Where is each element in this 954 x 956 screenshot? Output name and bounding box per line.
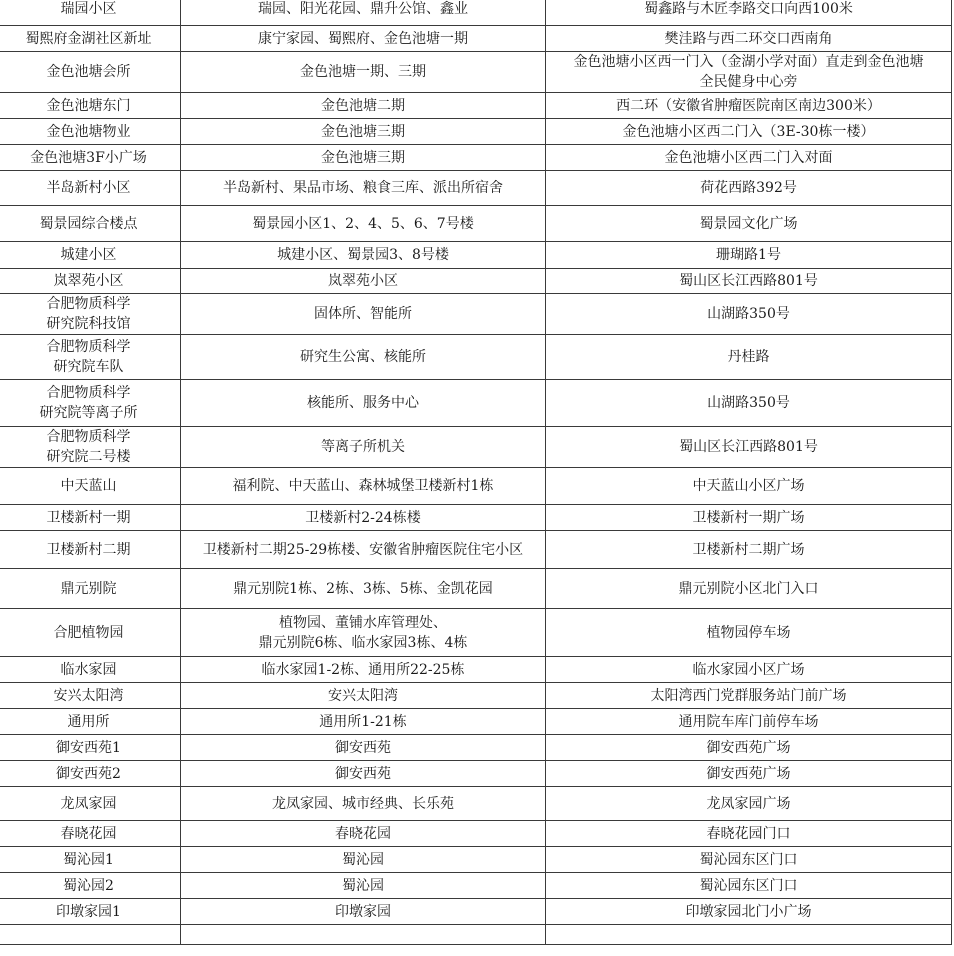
site-name-cell: 通用所 [0,709,181,735]
site-name-cell: 安兴太阳湾 [0,683,181,709]
site-address-cell: 卫楼新村二期广场 [546,531,952,569]
site-name-cell: 合肥植物园 [0,609,181,657]
site-address-cell: 蜀山区长江西路801号 [546,427,952,468]
site-address-cell: 蜀景园文化广场 [546,206,952,242]
table-row [0,787,952,821]
table-row [0,609,952,657]
site-address-cell: 太阳湾西门党群服务站门前广场 [546,683,952,709]
site-address-cell: 山湖路350号 [546,294,952,335]
table-row [0,709,952,735]
site-name-cell: 卫楼新村一期 [0,505,181,531]
table-row [0,468,952,505]
coverage-area-cell: 核能所、服务中心 [181,380,546,427]
site-name-cell: 岚翠苑小区 [0,269,181,294]
table-row [0,0,952,26]
table-row [0,569,952,609]
coverage-area-cell: 临水家园1-2栋、通用所22-25栋 [181,657,546,683]
table-row [0,93,952,119]
table-row [0,171,952,206]
site-address-cell: 丹桂路 [546,335,952,380]
site-name-cell: 蜀沁园1 [0,847,181,873]
site-address-cell: 御安西苑广场 [546,735,952,761]
coverage-area-cell: 鼎元别院1栋、2栋、3栋、5栋、金凯花园 [181,569,546,609]
site-address-cell: 临水家园小区广场 [546,657,952,683]
site-address-cell: 蜀山区长江西路801号 [546,269,952,294]
coverage-area-cell: 春晓花园 [181,821,546,847]
site-address-cell: 卫楼新村一期广场 [546,505,952,531]
coverage-area-cell: 等离子所机关 [181,427,546,468]
table-row [0,735,952,761]
coverage-area-cell: 御安西苑 [181,735,546,761]
coverage-area-cell: 卫楼新村二期25-29栋楼、安徽省肿瘤医院住宅小区 [181,531,546,569]
site-address-cell [546,925,952,945]
coverage-area-cell: 金色池塘三期 [181,145,546,171]
site-address-cell: 蜀鑫路与木匠李路交口向西100米 [546,0,952,26]
site-address-cell: 蜀沁园东区门口 [546,847,952,873]
site-name-cell: 中天蓝山 [0,468,181,505]
coverage-area-cell: 金色池塘三期 [181,119,546,145]
site-address-cell: 中天蓝山小区广场 [546,468,952,505]
table-row [0,531,952,569]
site-name-cell: 金色池塘会所 [0,52,181,93]
site-name-cell: 瑞园小区 [0,0,181,26]
site-name-cell: 合肥物质科学 研究院等离子所 [0,380,181,427]
site-name-cell: 合肥物质科学 研究院二号楼 [0,427,181,468]
coverage-area-cell: 蜀景园小区1、2、4、5、6、7号楼 [181,206,546,242]
site-address-cell: 荷花西路392号 [546,171,952,206]
table-row [0,242,952,269]
site-address-cell: 春晓花园门口 [546,821,952,847]
site-name-cell: 金色池塘3F小广场 [0,145,181,171]
coverage-area-cell: 卫楼新村2-24栋楼 [181,505,546,531]
table-row [0,335,952,380]
site-name-cell: 城建小区 [0,242,181,269]
site-name-cell: 鼎元别院 [0,569,181,609]
table-row [0,925,952,945]
site-name-cell: 龙凤家园 [0,787,181,821]
site-name-cell: 合肥物质科学 研究院科技馆 [0,294,181,335]
table-row [0,505,952,531]
site-address-cell: 通用院车库门前停车场 [546,709,952,735]
site-name-cell: 半岛新村小区 [0,171,181,206]
coverage-area-cell: 金色池塘二期 [181,93,546,119]
site-name-cell: 金色池塘物业 [0,119,181,145]
table-row [0,427,952,468]
coverage-area-cell: 研究生公寓、核能所 [181,335,546,380]
table-row [0,821,952,847]
site-name-cell: 蜀沁园2 [0,873,181,899]
coverage-area-cell: 固体所、智能所 [181,294,546,335]
site-address-cell: 珊瑚路1号 [546,242,952,269]
site-name-cell: 御安西苑1 [0,735,181,761]
coverage-area-cell: 金色池塘一期、三期 [181,52,546,93]
site-name-cell: 印墩家园1 [0,899,181,925]
site-address-cell: 西二环（安徽省肿瘤医院南区南边300米） [546,93,952,119]
table-row [0,380,952,427]
coverage-area-cell: 通用所1-21栋 [181,709,546,735]
site-address-cell: 印墩家园北门小广场 [546,899,952,925]
site-address-cell: 金色池塘小区西一门入（金湖小学对面）直走到金色池塘 全民健身中心旁 [546,52,952,93]
coverage-area-cell: 龙凤家园、城市经典、长乐苑 [181,787,546,821]
table-row [0,52,952,93]
table-row [0,294,952,335]
site-address-cell: 金色池塘小区西二门入对面 [546,145,952,171]
site-name-cell: 合肥物质科学 研究院车队 [0,335,181,380]
table-row [0,145,952,171]
site-name-cell: 临水家园 [0,657,181,683]
coverage-area-cell [181,925,546,945]
site-name-cell: 蜀熙府金湖社区新址 [0,26,181,52]
table-row [0,873,952,899]
coverage-area-cell: 蜀沁园 [181,847,546,873]
coverage-area-cell: 植物园、董铺水库管理处、 鼎元别院6栋、临水家园3栋、4栋 [181,609,546,657]
site-name-cell [0,925,181,945]
site-address-cell: 龙凤家园广场 [546,787,952,821]
table-row [0,847,952,873]
coverage-area-cell: 印墩家园 [181,899,546,925]
table-row [0,26,952,52]
site-address-cell: 鼎元别院小区北门入口 [546,569,952,609]
coverage-area-cell: 瑞园、阳光花园、鼎升公馆、鑫业 [181,0,546,26]
table-row [0,206,952,242]
coverage-area-cell: 御安西苑 [181,761,546,787]
table-row [0,269,952,294]
coverage-area-cell: 康宁家园、蜀熙府、金色池塘一期 [181,26,546,52]
table-row [0,899,952,925]
site-address-cell: 金色池塘小区西二门入（3E-30栋一楼） [546,119,952,145]
coverage-area-cell: 安兴太阳湾 [181,683,546,709]
site-address-cell: 御安西苑广场 [546,761,952,787]
coverage-area-cell: 岚翠苑小区 [181,269,546,294]
site-name-cell: 卫楼新村二期 [0,531,181,569]
coverage-area-cell: 半岛新村、果品市场、粮食三库、派出所宿舍 [181,171,546,206]
table-row [0,119,952,145]
site-name-cell: 御安西苑2 [0,761,181,787]
coverage-area-cell: 城建小区、蜀景园3、8号楼 [181,242,546,269]
site-name-cell: 春晓花园 [0,821,181,847]
site-address-cell: 蜀沁园东区门口 [546,873,952,899]
table-row [0,683,952,709]
site-name-cell: 蜀景园综合楼点 [0,206,181,242]
coverage-area-cell: 蜀沁园 [181,873,546,899]
site-address-cell: 植物园停车场 [546,609,952,657]
table-row [0,761,952,787]
site-address-cell: 樊洼路与西二环交口西南角 [546,26,952,52]
site-name-cell: 金色池塘东门 [0,93,181,119]
table-row [0,657,952,683]
site-address-cell: 山湖路350号 [546,380,952,427]
coverage-area-cell: 福利院、中天蓝山、森林城堡卫楼新村1栋 [181,468,546,505]
